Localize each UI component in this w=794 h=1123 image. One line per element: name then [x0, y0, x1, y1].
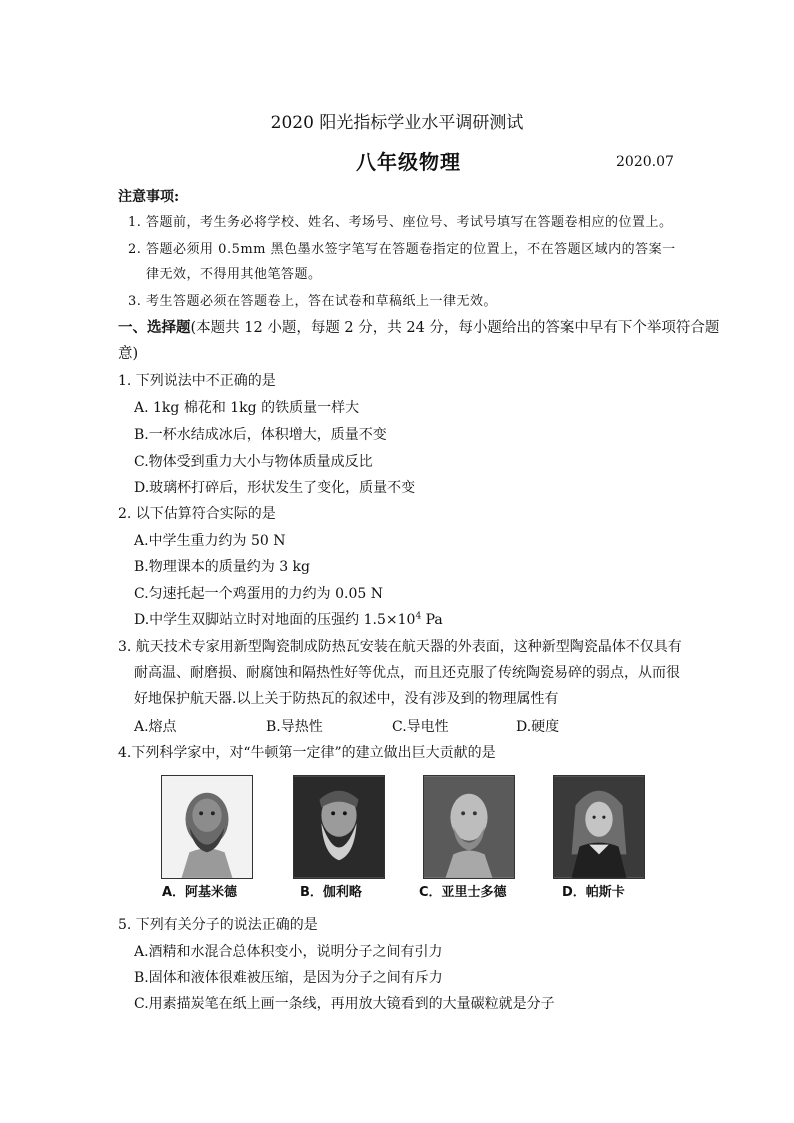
section-desc-cont: 意) [118, 346, 139, 362]
question-3-stem-line-3: 好地保护航天器.以上关于防热瓦的叙述中，没有涉及到的物理属性有 [134, 691, 559, 707]
q1-option-b: B.一杯水结成冰后，体积增大，质量不变 [134, 427, 387, 443]
question-1-stem: 1. 下列说法中不正确的是 [118, 373, 276, 389]
caption-d: D．帕斯卡 [562, 885, 625, 900]
bust-icon [162, 776, 252, 878]
q1-option-a: A. 1kg 棉花和 1kg 的铁质量一样大 [134, 400, 360, 416]
question-4-stem: 4.下列科学家中，对“牛顿第一定律”的建立做出巨大贡献的是 [118, 745, 496, 761]
q2-option-c: C.匀速托起一个鸡蛋用的力约为 0.05 N [134, 586, 383, 602]
exam-subtitle: 八年级物理 [356, 150, 461, 174]
q5-option-c: C.用素描炭笔在纸上画一条线，再用放大镜看到的大量碳粒就是分子 [134, 996, 555, 1012]
portrait-aristotle [423, 775, 515, 879]
q2-option-d-text: D.中学生双脚站立时对地面的压强约 1.5×10 [134, 612, 416, 628]
section-label: 一、选择题 [118, 319, 191, 336]
notice-item-1: 1. 答题前，考生务必将学校、姓名、考场号、座位号、考试号填写在答题卷相应的位置上。 [128, 215, 673, 230]
q2-option-b: B.物理课本的质量约为 3 kg [134, 559, 310, 575]
notice-item-2: 2. 答题必须用 0.5mm 黑色墨水签字笔写在答题卷指定的位置上，不在答题区域内的答案一 [128, 242, 676, 257]
portrait-galileo [293, 775, 385, 879]
q2-option-d-unit: Pa [421, 612, 443, 628]
q1-option-c: C.物体受到重力大小与物体质量成反比 [134, 454, 373, 470]
q2-option-d [134, 609, 443, 629]
q3-option-c: C.导电性 [392, 719, 449, 735]
question-3-stem-line-2: 耐高温、耐磨损、耐腐蚀和隔热性好等优点，而且还克服了传统陶瓷易碎的弱点，从而很 [134, 665, 680, 681]
q1-option-d: D.玻璃杯打碎后，形状发生了变化，质量不变 [134, 480, 416, 496]
notice-heading: 注意事项: [118, 189, 180, 205]
q3-option-a: A.熔点 [134, 719, 177, 735]
bust-icon [424, 776, 514, 878]
q2-option-d-exponent: 4 [415, 611, 422, 622]
portrait-pascal [553, 775, 645, 879]
question-2-stem: 2. 以下估算符合实际的是 [118, 506, 276, 522]
caption-c: C．亚里士多德 [419, 885, 507, 900]
caption-a: A．阿基米德 [162, 885, 238, 900]
section-1-heading [118, 316, 719, 337]
caption-b: B．伽利略 [300, 885, 362, 900]
notice-item-2-cont: 律无效，不得用其他笔答题。 [146, 267, 322, 282]
q5-option-b: B.固体和液体很难被压缩，是因为分子之间有斥力 [134, 970, 443, 986]
question-5-stem: 5. 下列有关分子的说法正确的是 [118, 917, 318, 933]
exam-date: 2020.07 [616, 154, 674, 170]
question-3-stem-line-1: 3. 航天技术专家用新型陶瓷制成防热瓦安装在航天器的外表面，这种新型陶瓷晶体不仅具有 [118, 639, 682, 655]
portrait-icon [554, 776, 644, 878]
portrait-icon [294, 776, 384, 878]
exam-title: 2020 阳光指标学业水平调研测试 [270, 113, 524, 133]
portrait-archimedes [161, 775, 253, 879]
notice-item-3: 3. 考生答题必须在答题卷上，答在试卷和草稿纸上一律无效。 [128, 294, 498, 309]
q2-option-a: A.中学生重力约为 50 N [134, 533, 286, 549]
q5-option-a: A.酒精和水混合总体积变小，说明分子之间有引力 [134, 944, 443, 960]
q3-option-d: D.硬度 [516, 719, 560, 735]
section-desc: (本题共 12 小题，每题 2 分，共 24 分，每小题给出的答案中早有下个举项符合题 [190, 320, 720, 336]
q3-option-b: B.导热性 [266, 719, 323, 735]
